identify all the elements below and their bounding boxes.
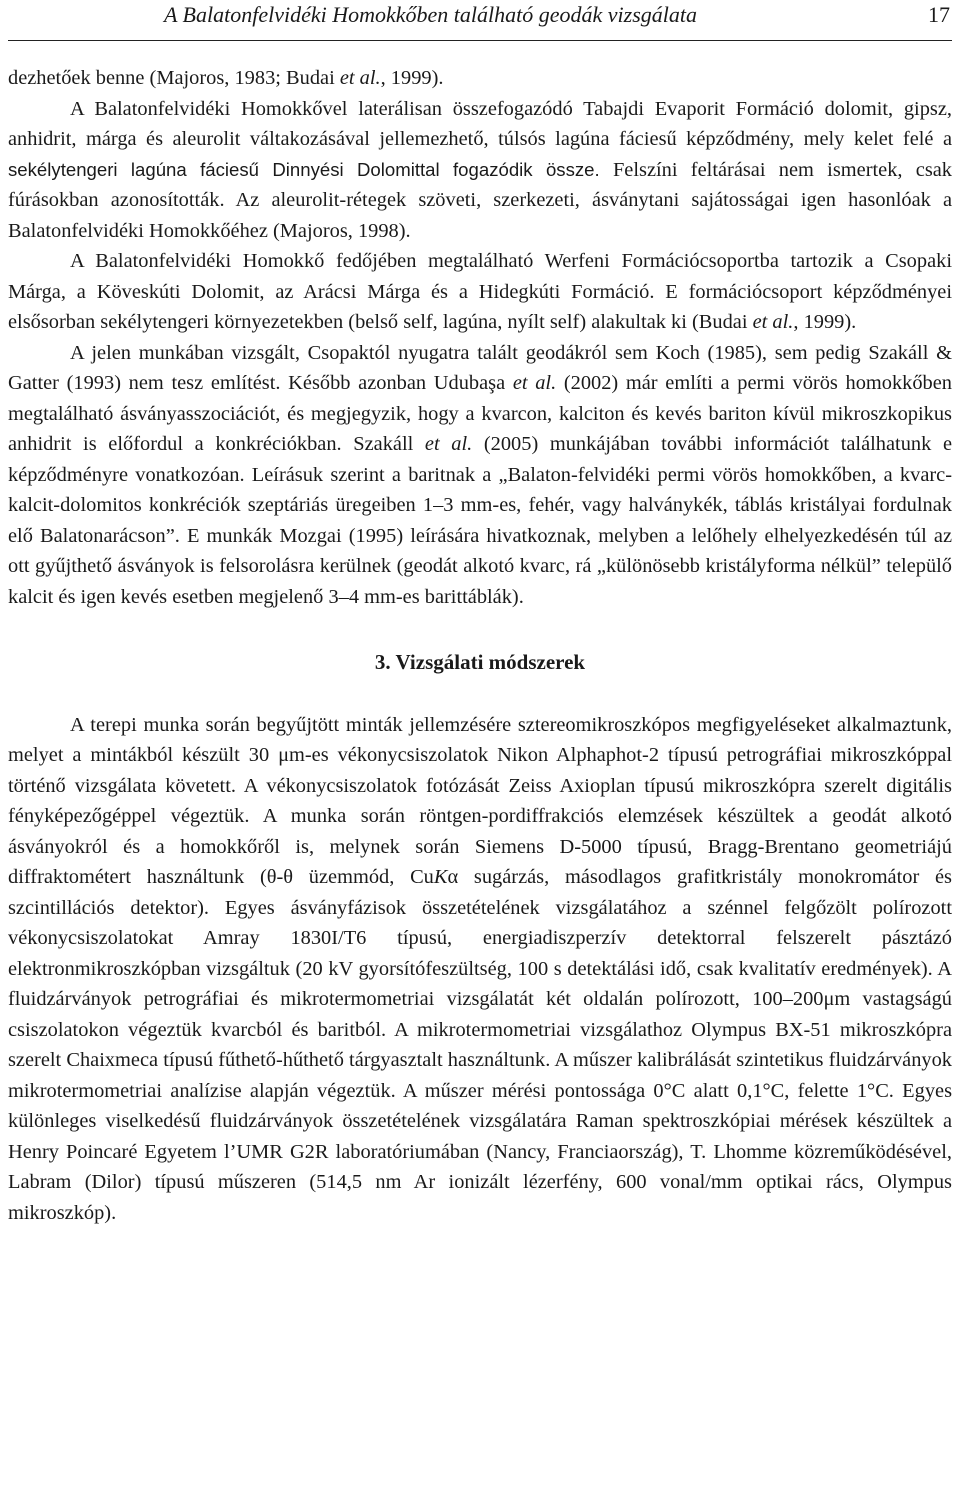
running-header: [8, 0, 952, 41]
paragraph: [8, 338, 952, 613]
text-run: , 1999).: [380, 67, 444, 89]
text-run: A Balatonfelvidéki Homokkővel laterálisan összefogazódó Tabajdi Evaporit Formáció dolomit, gipsz, anhidrit, márga és aleurolit váltakozásával jellemezhető, túlsós lagúna fáciesű képződmény, mely kelet felé a: [8, 97, 952, 150]
italic-run: et al.: [424, 433, 473, 455]
sans-run: sekélytengeri lagúna fáciesű Dinnyési Dolomittal fogazódik össze.: [8, 158, 600, 180]
section-heading: 3. Vizsgálati módszerek: [374, 650, 586, 674]
page-number: 17: [928, 2, 950, 27]
text-run: A jelen munkában vizsgált, Csopaktól nyugatra talált geodákról sem Koch (1985), sem pedig Szakáll & Gatter (1993) nem tesz említést. Később azonban Udubaşa: [8, 341, 952, 394]
text-run: dezhetőek benne (Majoros, 1983; Budai: [8, 67, 340, 89]
italic-run: K: [433, 866, 448, 888]
body-text: [8, 63, 952, 1228]
text-run: α sugárzás, másodlagos grafitkristály monokromátor és szcintillációs detektor). Egyes ásványfázisok összetételének vizsgálatához a szénnel felgőzölt polírozott vékonycsiszolatokat Amray 1830I/T6 típusú, energiadiszperzív detektorral felszerelt pásztázó elektronmikroszkópban vizsgáltuk (20 kV gyorsítófeszültség, 100 s detektálási idő, csak kvalitatív eredmények). A fluidzárványok petrográfiai és mikrotermometriai vizsgálatát két oldalán polírozott, 100–200μm vastagságú csiszolatokon végeztük kvarcból és baritból. A mikrotermometriai vizsgálathoz Olympus BX-51 mikroszkópra szerelt Chaixmeca típusú fűthető-hűthető tárgyasztalt használtunk. A műszer kalibrálását szintetikus fluidzárványok mikrotermometriai analízise alapján végeztük. A műszer mérési pontossága 0°C alatt 0,1°C, felette 1°C. Egyes különleges viselkedésű fluidzárványok összetételének vizsgálatára Raman spektroszkópiai mérések készültek a Henry Poincaré Egyetem l’UMR G2R laboratóriumában (Nancy, Franciaország), T. Lhomme közreműködésével, Labram (Dilor) típusú műszeren (514,5 nm Ar ionizált lézerfény, 600 vonal/mm optikai rács, Olympus mikroszkóp).: [8, 866, 952, 1224]
italic-run: et al.: [339, 67, 381, 89]
text-run: (2005) munkájában további információt találhatunk e képződményre vonatkozóan. Leírásuk szerint a baritnak a „Balaton-felvidéki permi vörös homokkőben, a kvarc-kalcit-dolomitos konkréciók szeptáriás üregeiben 1–3 mm-es, fehér, vagy halványkék, táblás kristályai fordulnak elő Balatonarácson”. E munkák Mozgai (1995) leírására hivatkoznak, melyben a lelőhely elhelyezkedésén túl az ott gyűjthető ásványok is felsorolásra kerülnek (geodát alkotó kvarc, rá „különösebb kristályforma nélkül” települő kalcit és igen kevés esetben megjelenő 3–4 mm-es barittáblák).: [8, 433, 952, 608]
paragraph: [8, 710, 952, 1229]
paragraph: [8, 246, 952, 338]
paragraph: [8, 94, 952, 247]
text-run: Felszíni feltárásai nem ismertek, csak fúrásokban azonosították. Az aleurolit-rétegek szöveti, szerkezeti, ásványtani sajátosságai igen hasonlóak a Balatonfelvidéki Homokkőéhez (Majoros, 1998).: [8, 158, 952, 242]
text-run: A terepi munka során begyűjtött minták jellemzésére sztereomikroszkópos megfigyeléseket alkalmaztunk, melyet a mintákból készült 30 μm-es vékonycsiszolatok Nikon Alphaphot-2 típusú petrográfiai mikroszkóppal történő vizsgálata követett. A vékonycsiszolatok fotózását Zeiss Axioplan típusú mikroszkópra szerelt digitális fényképezőgéppel végeztük. A munka során röntgen-pordiffrakciós elemzések készültek a geodát alkotó ásványokról és a homokkőről is, melynek során Siemens D-5000 típusú, Bragg-Brentano geometriájú diffraktométert használtunk (θ-θ üzemmód, Cu: [8, 713, 952, 888]
italic-run: et al.: [752, 311, 794, 333]
text-run: A Balatonfelvidéki Homokkő fedőjében megtalálható Werfeni Formációcsoportba tartozik a Csopaki Márga, a Köveskúti Dolomit, az Arácsi Márga és a Hidegkúti Formáció. E formációcsoport képződményei elsősorban sekélytengeri környezetekben (belső self, lagúna, nyílt self) alakultak ki (Budai: [8, 250, 952, 333]
paragraph: [8, 63, 952, 94]
text-run: (2002) már említi a permi vörös homokkőben megtalálható ásványasszociációt, és megjegyzik, hogy a kvarcon, kalciton és kevés bariton kívül mikroszkopikus anhidrit is előfordul a konkréciókban. Szakáll: [8, 372, 952, 455]
italic-run: et al.: [512, 372, 557, 394]
text-run: , 1999).: [793, 311, 857, 333]
running-title: A Balatonfelvidéki Homokkőben található geodák vizsgálata: [164, 2, 697, 27]
